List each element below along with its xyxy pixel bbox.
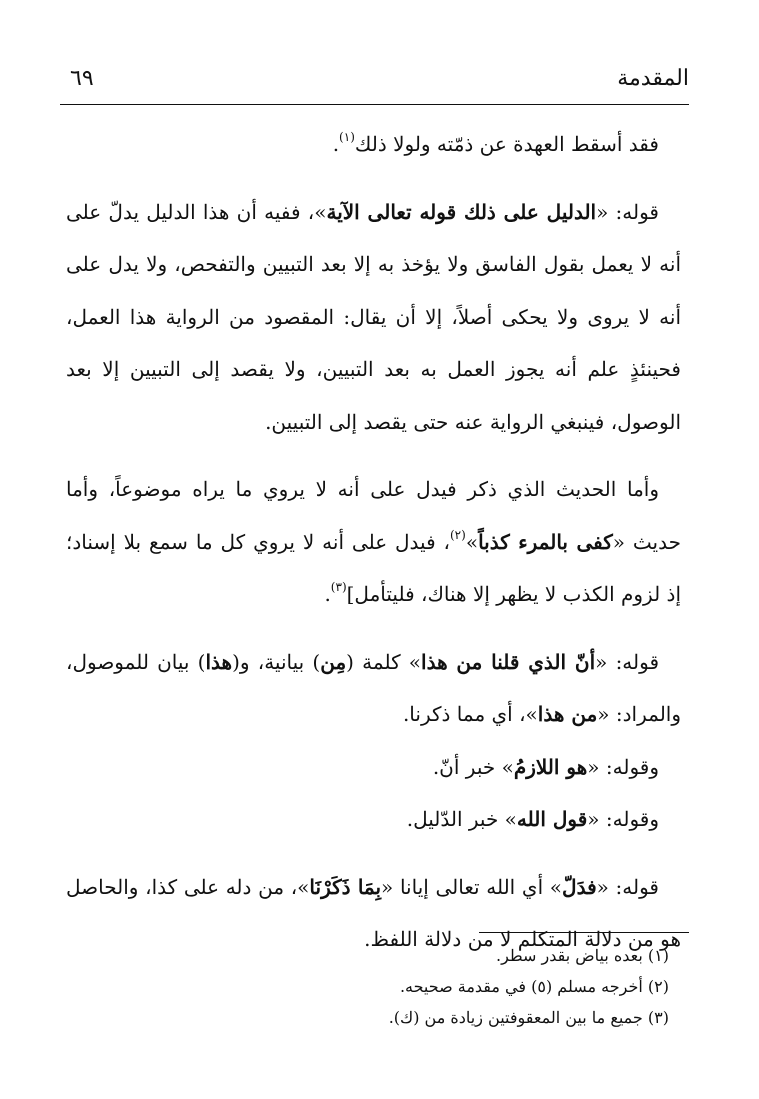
paragraph-2 (66, 186, 681, 449)
text-run: وقوله: « (587, 807, 659, 831)
quoted-phrase: الدليل على ذلك قوله تعالى الآية (326, 199, 597, 224)
quoted-phrase: كفى بالمرء كذباً (478, 529, 613, 554)
text-run: » أي الله تعالى إيانا « (381, 874, 563, 899)
footnote-3 (80, 1002, 669, 1033)
footnotes (80, 940, 669, 1033)
footnote-2 (80, 971, 669, 1002)
quoted-phrase: قول الله (516, 807, 588, 831)
quoted-phrase: من هذا (537, 702, 598, 726)
text-run: وقوله: « (587, 754, 659, 779)
footnote-text: جميع ما بين المعقوفتين زيادة من (ك). (388, 1008, 643, 1027)
text-run: » خبر أنّ. (432, 754, 514, 779)
footnote-ref: (٣) (330, 580, 347, 594)
paragraph-5 (66, 741, 681, 794)
footnote-number: (٣) (647, 1008, 669, 1027)
page-number: ٦٩ (70, 65, 94, 91)
quoted-phrase: هو اللازمُ (513, 754, 588, 779)
footnote-divider (479, 932, 689, 933)
quoted-phrase: بِمَا ذَكَرْنَا (309, 874, 382, 899)
quoted-phrase: فدَلّ (562, 874, 597, 899)
text-run: قوله: « (596, 199, 659, 224)
text-run: » (465, 529, 479, 554)
text-run: فقد أسقط العهدة عن ذمّته ولولا ذلك (354, 132, 659, 156)
paragraph-1 (66, 118, 681, 171)
text-run: »، ففيه أن هذا الدليل يدلّ على أنه لا يعمل بقول الفاسق ولا يؤخذ به إلا بعد التبيين والتفحص، ولا يدل على أنه لا يروى ولا يحكى أصلاً، إلا أن يقال: المقصود من الرواية هذا العمل، فحينئذٍ علم أنه يجوز العمل به بعد التبيين، ولا يقصد إلى التبيين إلا بعد الوصول، فينبغي الرواية عنه حتى يقصد إلى التبيين. (66, 199, 681, 434)
text-run: ) بيان للموصول، والمراد: « (66, 649, 681, 726)
footnote-number: (٢) (647, 977, 669, 996)
footnote-ref: (١) (339, 130, 355, 144)
paragraph-6 (66, 793, 681, 846)
footnote-1 (80, 940, 669, 971)
footnote-text: أخرجه مسلم (٥) في مقدمة صحيحه. (399, 977, 643, 996)
text-run: »، أي مما ذكرنا. (402, 702, 538, 726)
quoted-phrase: أنّ الذي قلنا من هذا (421, 649, 596, 674)
running-title: المقدمة (617, 65, 689, 91)
text-run: ) بيانية، و( (232, 649, 321, 674)
text-run: وأما الحديث الذي ذكر فيدل على أنه لا يروي ما يراه موضوعاً، وأما حديث « (66, 477, 681, 554)
paragraph-4 (66, 636, 681, 741)
quoted-phrase: مِن (320, 649, 347, 674)
text-run: ، فيدل على أنه لا يروي كل ما سمع بلا إسناد؛ إذ لزوم الكذب لا يظهر إلا هناك، فليتأمل] (66, 529, 681, 606)
text-run: »، من دله على كذا، والحاصل هو من دلالة المتكلم لا من دلالة اللفظ. (66, 874, 681, 951)
quoted-phrase: هذا (205, 649, 233, 674)
text-run: . (332, 132, 340, 156)
main-text (66, 118, 681, 966)
text-run: » كلمة ( (346, 649, 422, 674)
text-run: » خبر الدّليل. (406, 807, 517, 831)
text-run: قوله: « (596, 874, 659, 899)
page-header (70, 58, 689, 98)
footnote-text: بعده بياض بقدر سطر. (495, 946, 643, 965)
text-run: قوله: « (595, 649, 660, 674)
text-run: . (324, 582, 331, 606)
footnote-number: (١) (647, 946, 669, 965)
header-divider (60, 104, 689, 105)
footnote-ref: (٢) (449, 527, 466, 542)
paragraph-3 (66, 463, 681, 621)
